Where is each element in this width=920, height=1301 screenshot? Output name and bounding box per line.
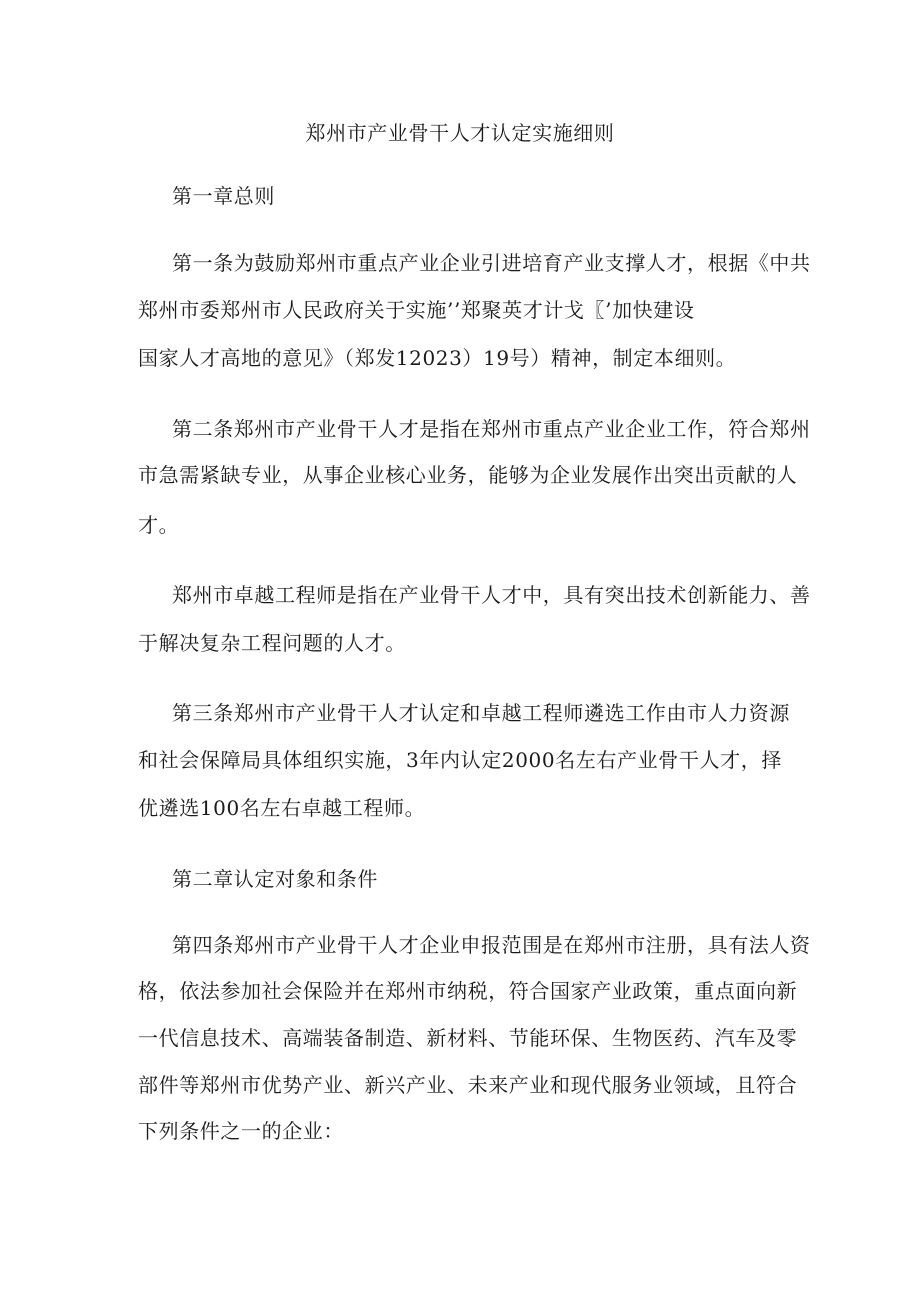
article-3-line-3: 优遴选100名左右卓越工程师。 [138,796,426,820]
article-1-line-1: 第一条为鼓励郑州市重点产业企业引进培育产业支撑人才，根据《中共 [172,251,811,275]
article-4-line-3: 一代信息技术、高端装备制造、新材料、节能环保、生物医药、汽车及零 [138,1026,798,1050]
article-2-line-2: 市急需紧缺专业，从事企业核心业务，能够为企业发展作出突出贡献的人 [138,463,798,487]
article-2b-line-1: 郑州市卓越工程师是指在产业骨干人才中，具有突出技术创新能力、善 [172,583,811,607]
article-4-line-5: 下列条件之一的企业： [138,1119,344,1143]
article-1-line-2: 郑州市委郑州市人民政府关于实施’’郑聚英才计戈〖’加快建设 [138,298,695,322]
article-2b-line-2: 于解决复杂工程问题的人才。 [138,631,406,655]
article-2-line-3: 才。 [138,513,180,537]
article-4-line-4: 部件等郑州市优势产业、新兴产业、未来产业和现代服务业领域，且符合 [138,1073,798,1097]
chapter-1-heading: 第一章总则 [172,184,275,208]
document-title: 郑州市产业骨干人才认定实施细则 [305,121,615,145]
article-3-line-2: 和社会保障局具体组织实施，3年内认定2000名左右产业骨干人才，择 [138,748,782,772]
chapter-2-heading: 第二章认定对象和条件 [172,867,378,891]
article-4-line-2: 格，依法参加社会保险并在郑州市纳税，符合国家产业政策，重点面向新 [138,979,798,1003]
article-2-line-1: 第二条郑州市产业骨干人才是指在郑州市重点产业企业工作，符合郑州 [172,417,811,441]
article-4-line-1: 第四条郑州市产业骨干人才企业申报范围是在郑州市注册，具有法人资 [172,933,811,957]
article-3-line-1: 第三条郑州市产业骨干人才认定和卓越工程师遴选工作由市人力资源 [172,701,790,725]
article-1-line-3: 国家人才高地的意见》（郑发12023）19号）精神，制定本细则。 [138,346,737,370]
